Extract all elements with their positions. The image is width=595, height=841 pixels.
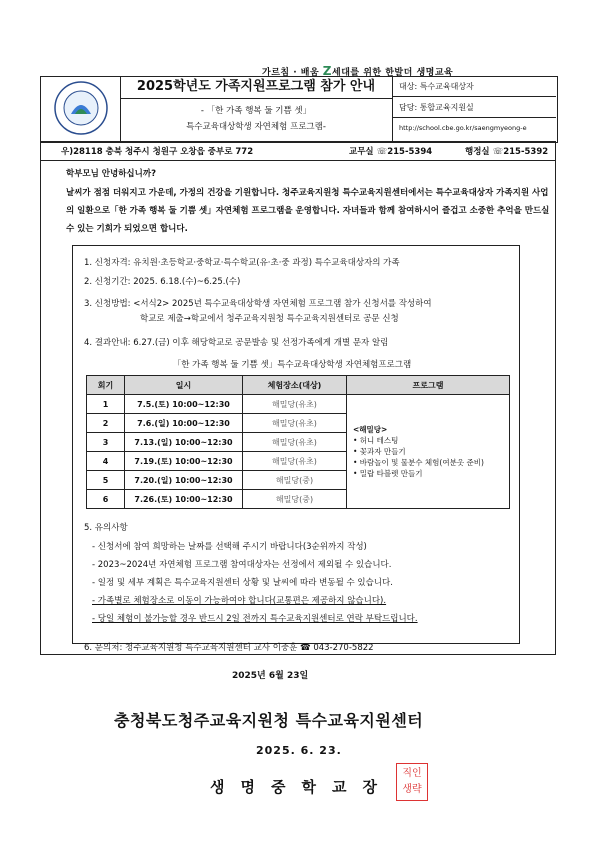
subtitle-line-2: 특수교육대상학생 자연체험 프로그램- — [186, 122, 326, 132]
session-date: 7.20.(일) 10:00~12:30 — [125, 471, 243, 490]
subtitle-line-1: - 「한 가족 행복 둘 기쁨 셋」 — [200, 106, 312, 116]
website-link[interactable]: http://school.cbe.go.kr/saengmyeong-e — [399, 124, 527, 132]
address-bar — [40, 141, 556, 161]
session-no: 4 — [87, 452, 125, 471]
contact-label: 담당: 통합교육지원실 — [393, 97, 556, 118]
session-date: 7.6.(일) 10:00~12:30 — [125, 414, 243, 433]
session-date: 7.26.(토) 10:00~12:30 — [125, 490, 243, 509]
intro-paragraph: 날씨가 점점 더워지고 가운데, 가정의 건강을 기원합니다. 청주교육지원청 특수교육지원센터에서는 특수교육대상자 가족지원 사업의 일환으로「한 가족 행복 둘 기쁨 셋」자연체험 프로그램을 운영합니다. 자녀들과 함께 참여하시어 즐겁고 소중한 추억을 만드실 수 있는 기회가 되었으면 합니다. — [66, 188, 550, 234]
program-heading: <해밀당> — [353, 425, 388, 434]
col-header-session: 회기 — [87, 376, 125, 395]
program-item: • 바람놀이 및 물분수 체험(여분옷 준비) — [353, 458, 484, 467]
note-line: - 신청서에 참여 희망하는 날짜를 선택해 주시기 바랍니다(3순위까지 작성) — [92, 542, 367, 552]
session-no: 3 — [87, 433, 125, 452]
session-date: 7.13.(일) 10:00~12:30 — [125, 433, 243, 452]
item-period: 2. 신청기간: 2025. 6.18.(수)~6.25.(수) — [84, 277, 241, 287]
session-date: 7.5.(토) 10:00~12:30 — [125, 395, 243, 414]
session-place: 해밀당(유초) — [243, 452, 347, 471]
session-date: 7.19.(토) 10:00~12:30 — [125, 452, 243, 471]
col-header-place: 체험장소(대상) — [243, 376, 347, 395]
table-row — [87, 395, 510, 414]
logo-cell — [40, 76, 121, 141]
school-principal: 생명중학교장 — [210, 778, 393, 796]
seal-text-2: 생략 — [402, 784, 422, 795]
session-no: 1 — [87, 395, 125, 414]
note-line: - 일정 및 세부 계획은 특수교육지원센터 상황 및 날씨에 따라 변동될 수 있습니다. — [92, 578, 393, 588]
col-header-datetime: 일시 — [125, 376, 243, 395]
session-place: 해밀당(중) — [243, 471, 347, 490]
col-header-program: 프로그램 — [347, 376, 510, 395]
seal-stamp — [396, 763, 428, 801]
schedule-title: 「한 가족 행복 둘 기쁨 셋」특수교육대상학생 자연체험프로그램 — [172, 360, 412, 370]
session-no: 6 — [87, 490, 125, 509]
program-cell — [347, 395, 510, 509]
note-line: - 당일 체험이 불가능할 경우 반드시 2일 전까지 특수교육지원센터로 연락 부탁드립니다. — [92, 614, 418, 624]
program-item: • 꽃과자 만들기 — [353, 447, 406, 456]
schedule-header-row — [87, 376, 510, 395]
program-item: • 밀랍 타블렛 만들기 — [353, 469, 423, 478]
session-no: 5 — [87, 471, 125, 490]
session-place: 해밀당(유초) — [243, 433, 347, 452]
item-method: 3. 신청방법: <서식2> 2025년 특수교육대상학생 자연체험 프로그램 참가 신청서를 작성하여 — [84, 299, 432, 309]
document-title: 2025학년도 가족지원프로그램 참가 안내 — [120, 76, 393, 99]
note-line: - 가족별로 체험장소로 이동이 가능하여야 합니다(교통편은 제공하지 않습니다). — [92, 596, 387, 606]
office-phone: 교무실 ☏215-5394 — [349, 147, 433, 157]
admin-phone: 행정실 ☏215-5392 — [465, 147, 549, 157]
session-place: 해밀당(유초) — [243, 414, 347, 433]
program-item: • 허니 테스팅 — [353, 436, 399, 445]
item-eligibility: 1. 신청자격: 유치원·초등학교·중학교·특수학교(유·초·중 과정) 특수교육대상자의 가족 — [84, 258, 400, 268]
session-no: 2 — [87, 414, 125, 433]
target-label: 대상: 특수교육대상자 — [393, 76, 556, 97]
school-date: 2025. 6. 23. — [256, 744, 342, 757]
greeting: 학부모님 안녕하십니까? — [66, 169, 157, 179]
issue-date: 2025년 6월 23일 — [232, 671, 309, 681]
item-method-cont: 학교로 제출→학교에서 청주교육지원청 특수교육지원센터로 공문 신청 — [140, 314, 399, 324]
school-logo — [53, 80, 109, 136]
session-place: 해밀당(중) — [243, 490, 347, 509]
tagline: 가르침 · 배움 Z세대를 위한 한발더 생명교육 — [262, 64, 454, 78]
schedule-table — [86, 375, 510, 509]
notes-heading: 5. 유의사항 — [84, 523, 128, 533]
inquiry-contact: 6. 문의처: 청주교육지원청 특수교육지원센터 교사 이중훈 ☎ 043-270-5822 — [84, 643, 374, 653]
session-place: 해밀당(유초) — [243, 395, 347, 414]
note-line: - 2023~2024년 자연체험 프로그램 참여대상자는 선정에서 제외될 수 있습니다. — [92, 560, 392, 570]
school-address: 우)28118 충북 청주시 청원구 오창읍 중부로 772 — [61, 147, 254, 157]
seal-text-1: 직인 — [402, 768, 422, 779]
item-result: 4. 결과안내: 6.27.(금) 이후 해당학교로 공문발송 및 선정가족에게 개별 문자 알림 — [84, 338, 389, 348]
issuing-organization: 충청북도청주교육지원청 특수교육지원센터 — [114, 711, 424, 730]
